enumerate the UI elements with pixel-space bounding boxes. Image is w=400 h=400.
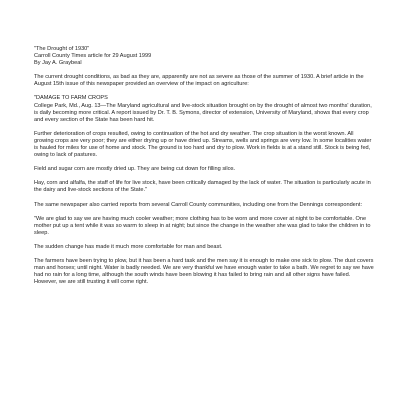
paragraph-sudden-change: The sudden change has made it much more comfortable for man and beast.: [34, 243, 223, 250]
paragraph-hay: Hay, corn and alfalfa, the staff of life for live stock, have been critically damaged by the lack of water. The situation is particularly acute in the dairy and live-stock sections of the State.": [34, 180, 371, 194]
article-title: "The Drought of 1930": [34, 46, 90, 52]
paragraph-corn: Field and sugar corn are mostly dried up. They are being cut down for filling silos.: [34, 166, 236, 173]
article-source: Carroll County Times article for 29 August 1999: [34, 53, 152, 60]
paragraph-reports: The same newspaper also carried reports from several Carroll County communities, including one from the Dennings correspondent:: [34, 201, 363, 208]
paragraph-cooler-weather: "We are glad to say we are having much cooler weather; more clothing has to be worn and more cover at night to be comfortable. One mother put up a tent while it was so warm to sleep in at night; but since the change in the weather she was glad to take the children in to sleep.: [34, 215, 371, 236]
article-header: [34, 46, 374, 67]
quoted-headline: "DAMAGE TO FARM CROPS: [34, 95, 108, 102]
article-body: [34, 46, 374, 293]
paragraph-crop-deterioration: Further deterioration of crops resulted, owing to continuation of the hot and dry weather. The crop situation is the worst known. All growing crops are very poor; they are either drying up or have dried up. Streams, wells and springs are very low. In some localities water is hauled for miles for use of home and stock. The ground is too hard and dry to plow. Work in fields is at a stand still. Stock is being fed, owing to lack of pastures.: [34, 130, 372, 159]
paragraph-farmers: The farmers have been trying to plow, but it has been a hard task and the men say it is enough to make one sick to plow. The dust covers man and horses; until night. Water is badly needed. We are very thankful we have enough water to take a bath. We regret to say we have had no rain for a long time, although the south winds have been blowing it has failed to bring rain and all other signs have failed. However, we are still trusting it will come right.: [34, 257, 374, 286]
article-byline: By Jay A. Graybeal: [34, 60, 82, 67]
paragraph-dateline: College Park, Md., Aug. 13—The Maryland agricultural and live-stock situation brought on by the drought of almost two months' duration, is daily becoming more critical. A report issued by Dr. T. B. Symons, director of extension, University of Maryland, shows that every crop and every section of the State has been hard hit.: [34, 102, 372, 123]
paragraph-intro: The current drought conditions, as bad as they are, apparently are not as severe as those of the summer of 1930. A brief article in the August 15th issue of this newspaper provided an overview of the impact on agriculture:: [34, 74, 364, 88]
